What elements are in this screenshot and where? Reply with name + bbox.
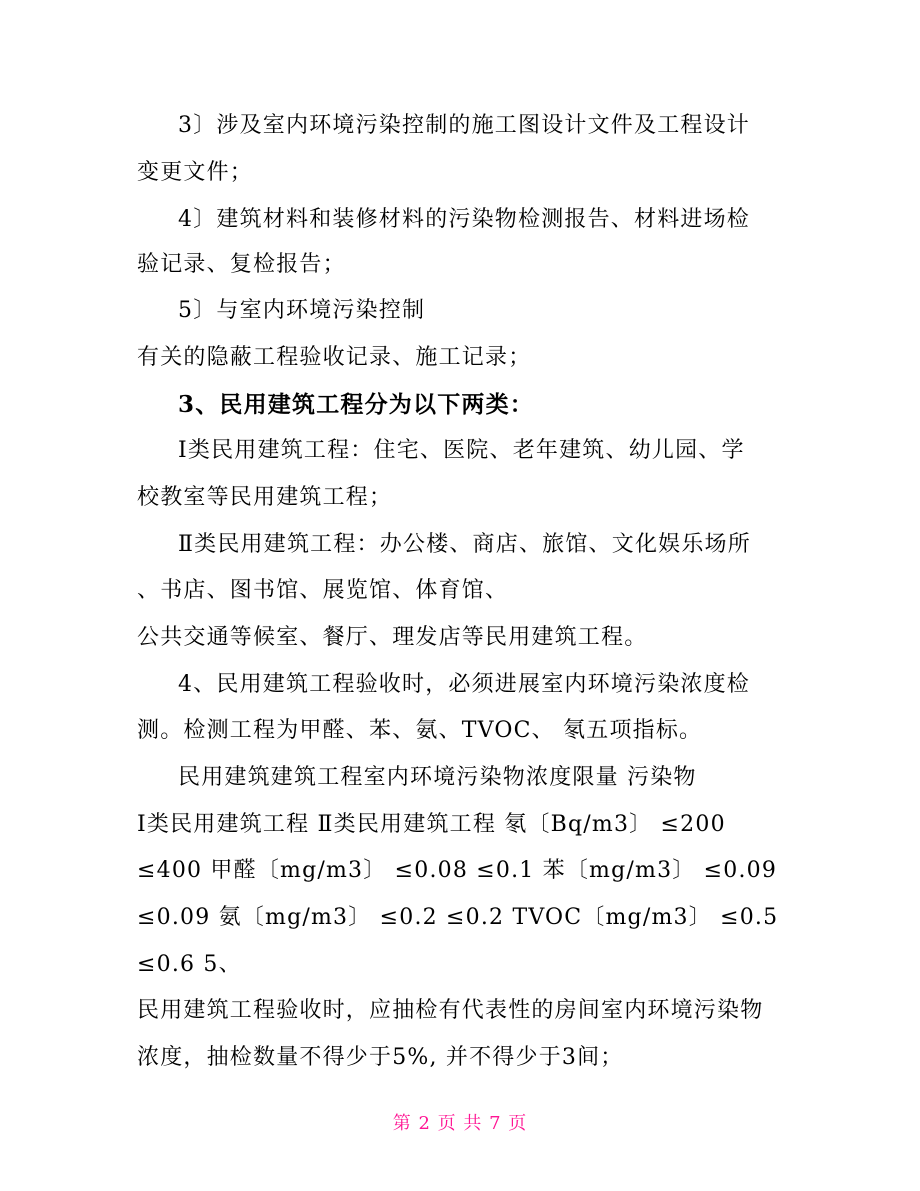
text-line: 测。检测工程为甲醛、苯、氨、TVOC、 氡五项指标。 xyxy=(137,718,703,743)
text-line: ≤0.6 5、 xyxy=(137,952,242,977)
text-line: Ⅱ类民用建筑工程：办公楼、商店、旅馆、文化娱乐场所 xyxy=(178,532,751,557)
page-number-footer: 第 2 页 共 7 页 xyxy=(392,1113,528,1134)
text-line: 3〕涉及室内环境污染控制的施工图设计文件及工程设计 xyxy=(178,113,750,138)
text-line: 民用建筑工程验收时，应抽检有代表性的房间室内环境污染物 xyxy=(137,998,764,1023)
text-line: 验记录、复检报告； xyxy=(137,252,346,277)
text-line: 浓度，抽检数量不得少于5%, 并不得少于3间； xyxy=(137,1045,624,1070)
text-line: 5〕与室内环境污染控制 xyxy=(178,298,426,323)
text-line: 4〕建筑材料和装修材料的污染物检测报告、材料进场检 xyxy=(178,207,750,232)
text-line: Ⅰ类民用建筑工程：住宅、医院、老年建筑、幼儿园、学 xyxy=(178,438,745,463)
text-line: 公共交通等候室、餐厅、理发店等民用建筑工程。 xyxy=(137,625,648,650)
text-line: Ⅰ类民用建筑工程 Ⅱ类民用建筑工程 氡〔Bq/m3〕 ≤200 xyxy=(137,812,726,837)
text-line: 变更文件； xyxy=(137,160,254,185)
section-heading: 3、民用建筑工程分为以下两类： xyxy=(178,391,535,418)
text-line: 4、民用建筑工程验收时，必须进展室内环境污染浓度检 xyxy=(178,672,750,697)
text-line: 有关的隐蔽工程验收记录、施工记录； xyxy=(137,345,532,370)
text-line: ≤400 甲醛〔mg/m3〕 ≤0.08 ≤0.1 苯〔mg/m3〕 ≤0.09 xyxy=(137,858,778,883)
text-line: 民用建筑建筑工程室内环境污染物浓度限量 污染物 xyxy=(178,765,697,790)
text-line: ≤0.09 氨〔mg/m3〕 ≤0.2 ≤0.2 TVOC〔mg/m3〕 ≤0.5 xyxy=(137,905,779,930)
text-line: 校教室等民用建筑工程； xyxy=(137,485,393,510)
text-line: 、书店、图书馆、展览馆、体育馆、 xyxy=(137,578,509,603)
